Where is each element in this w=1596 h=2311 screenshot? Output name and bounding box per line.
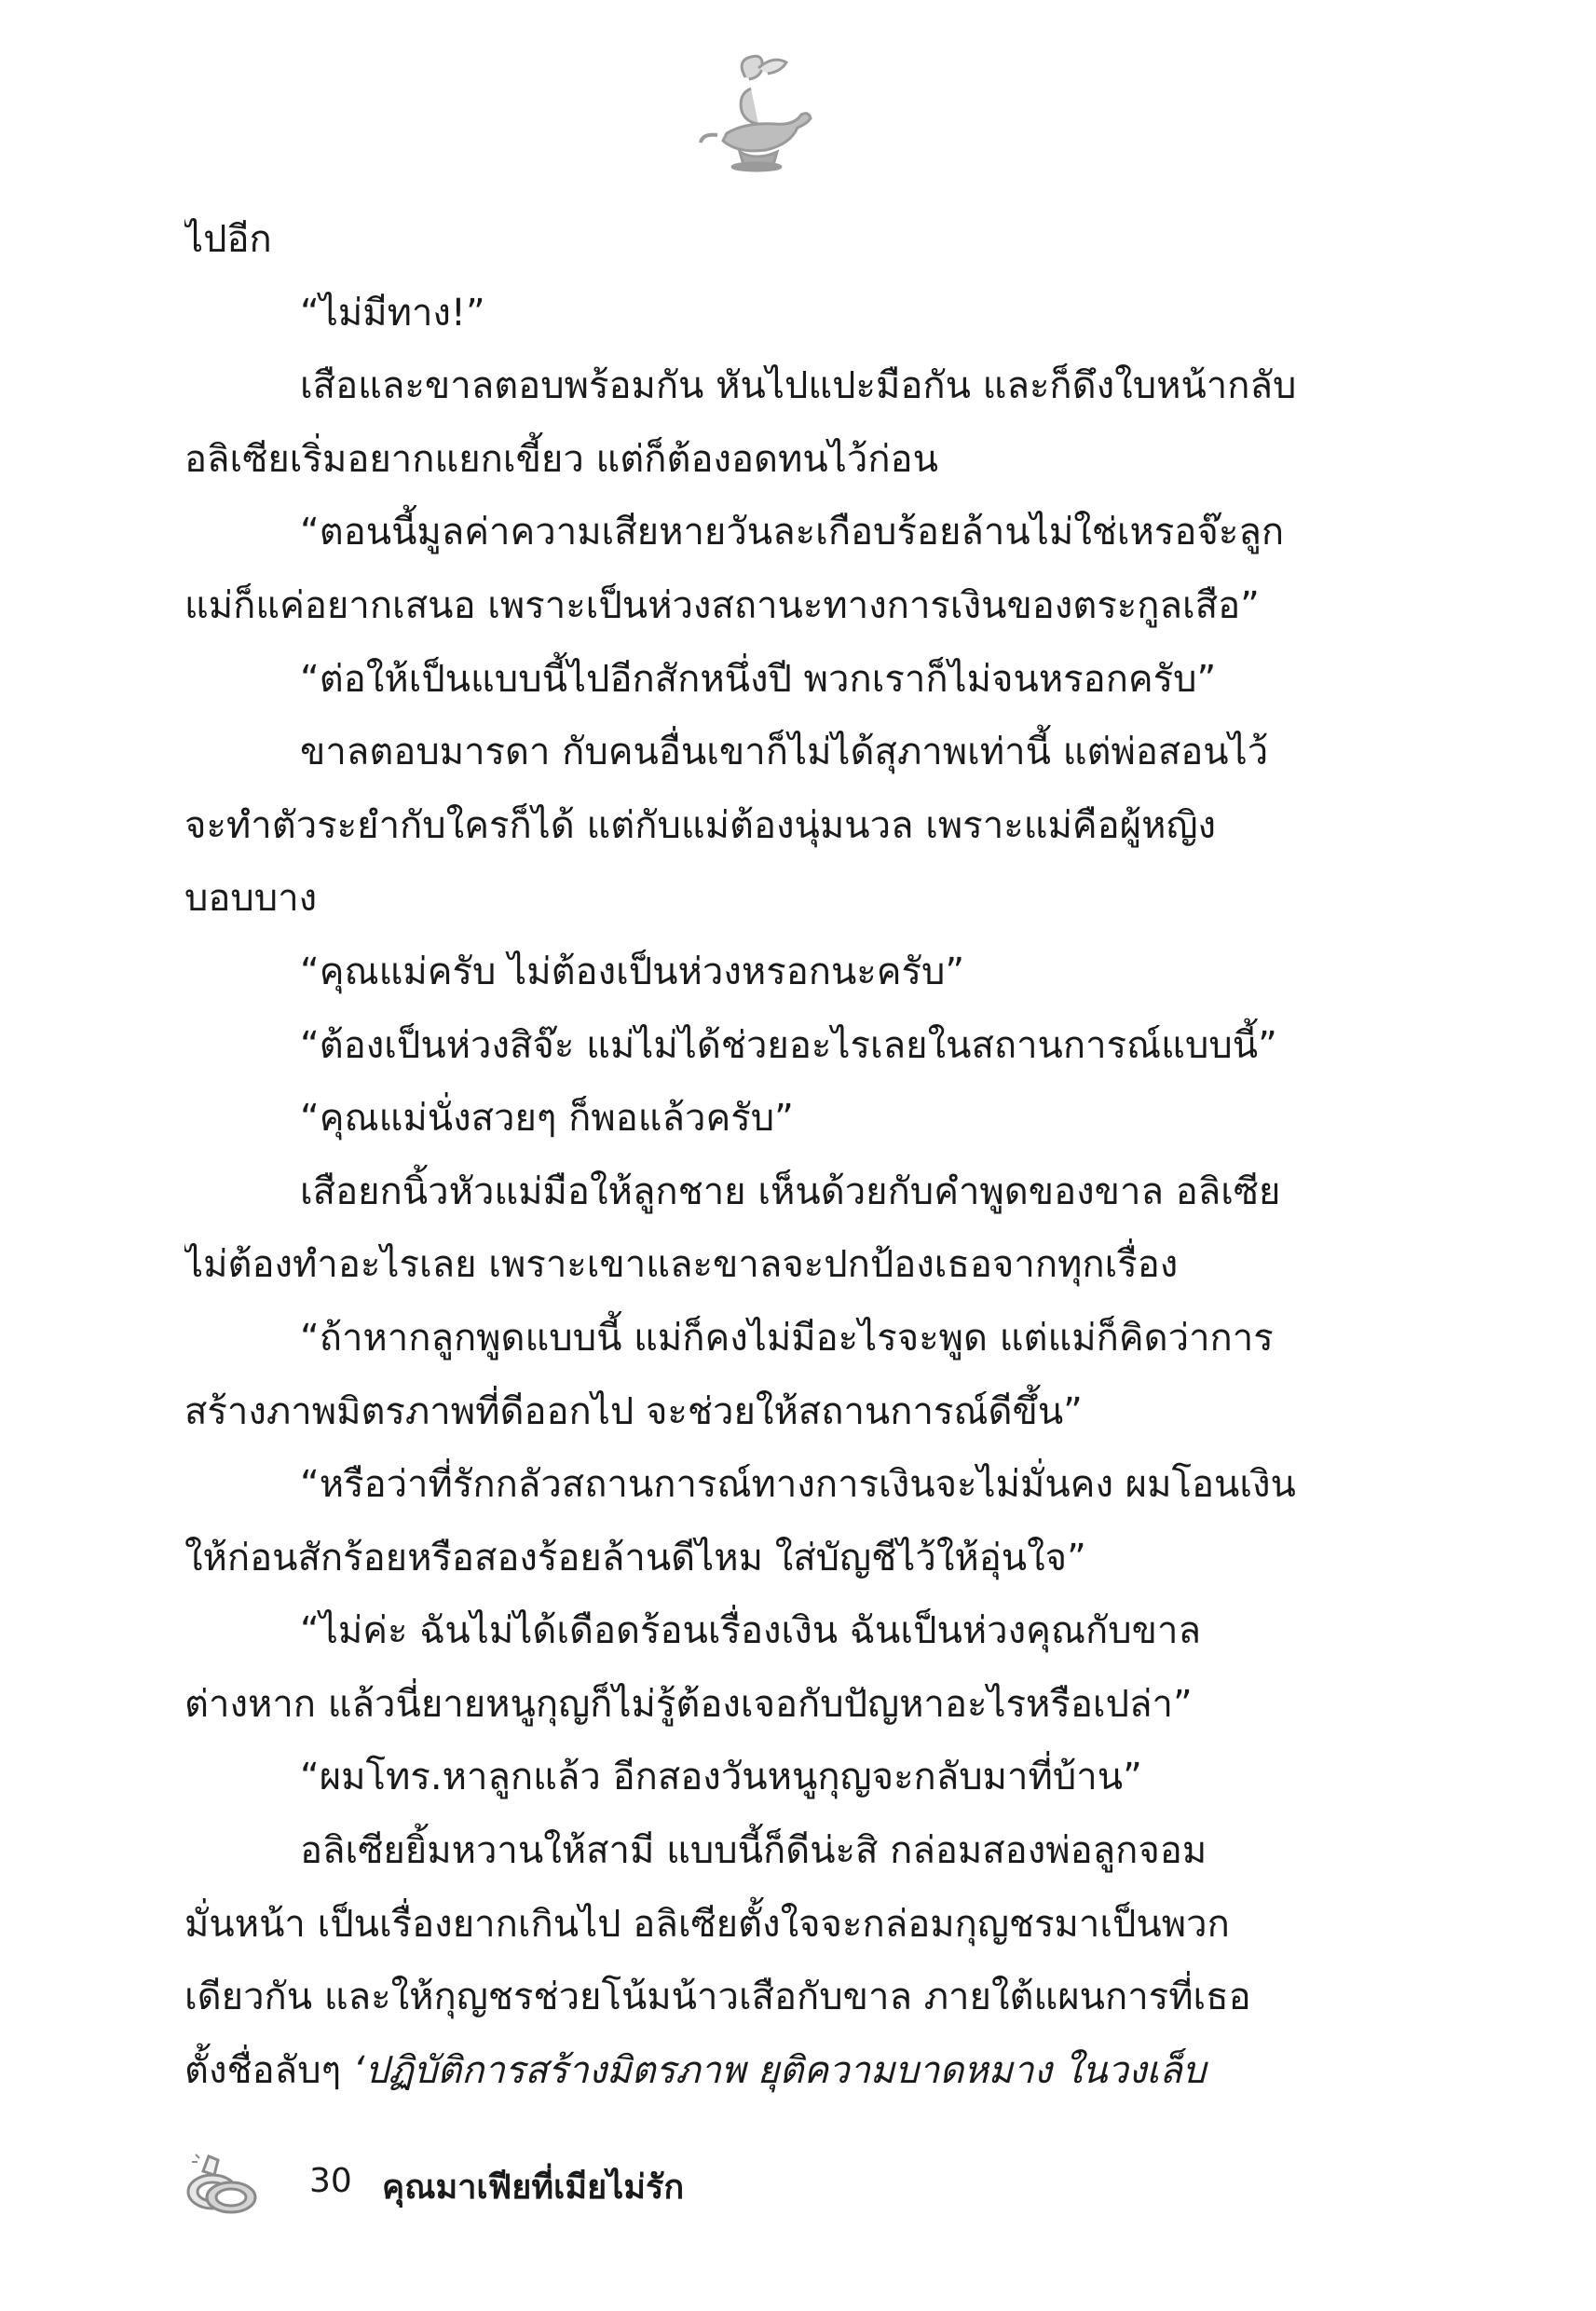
text-line: ให้ก่อนสักร้อยหรือสองร้อยล้านดีไหม ใส่บัญชีไว้ให้อุ่นใจ” (184, 1536, 1086, 1579)
text-line: สร้างภาพมิตรภาพที่ดีออกไป จะช่วยให้สถานการณ์ดีขึ้น” (184, 1389, 1083, 1433)
text-line: “ถ้าหากลูกพูดแบบนี้ แม่ก็คงไม่มีอะไรจะพูด แต่แม่ก็คิดว่าการ (300, 1316, 1274, 1360)
text-line: เสือและขาลตอบพร้อมกัน หันไปแปะมือกัน และก็ดึงใบหน้ากลับ (300, 364, 1297, 408)
text-line: อลิเซียเริ่มอยากแยกเขี้ยว แต่ก็ต้องอดทนไว้ก่อน (184, 437, 938, 481)
text-line: “ผมโทร.หาลูกแล้ว อีกสองวันหนูกุญจะกลับมาที่บ้าน” (300, 1756, 1142, 1799)
text-line: “ต่อให้เป็นแบบนี้ไปอีกสักหนึ่งปี พวกเราก็ไม่จนหรอกครับ” (300, 657, 1217, 701)
genie-lamp-icon (689, 51, 820, 172)
text-line: ไปอีก (184, 218, 272, 261)
text-line: ขาลตอบมารดา กับคนอื่นเขาก็ไม่ได้สุภาพเท่านี้ แต่พ่อสอนไว้ (300, 731, 1269, 774)
text-line: “ต้องเป็นห่วงสิจ๊ะ แม่ไม่ได้ช่วยอะไรเลยในสถานการณ์แบบนี้” (300, 1023, 1277, 1067)
rings-icon (177, 2143, 266, 2218)
text-line: อลิเซียยิ้มหวานให้สามี แบบนี้ก็ดีน่ะสิ กล่อมสองพ่อลูกจอม (300, 1829, 1207, 1873)
text-line: มั่นหน้า เป็นเรื่องยากเกินไป อลิเซียตั้งใจจะกล่อมกุญชรมาเป็นพวก (184, 1902, 1230, 1946)
text-line: ไม่ต้องทำอะไรเลย เพราะเขาและขาลจะปกป้องเธอจากทุกเรื่อง (184, 1243, 1179, 1287)
text-line: ต่างหาก แล้วนี่ยายหนูกุญก็ไม่รู้ต้องเจอกับปัญหาอะไรหรือเปล่า” (184, 1682, 1193, 1726)
body-text (184, 203, 1330, 2107)
text-line: เดียวกัน และให้กุญชรช่วยโน้มน้าวเสือกับขาล ภายใต้แผนการที่เธอ (184, 1976, 1251, 2019)
text-line: เสือยกนิ้วหัวแม่มือให้ลูกชาย เห็นด้วยกับคำพูดของขาล อลิเซีย (300, 1169, 1281, 1213)
text-line: “คุณแม่ครับ ไม่ต้องเป็นห่วงหรอกนะครับ” (300, 950, 965, 993)
book-title: คุณมาเฟียที่เมียไม่รัก (382, 2168, 685, 2207)
page-number: 30 (309, 2162, 352, 2200)
text-line: บอบบาง (184, 877, 318, 921)
italic-text: ‘ปฏิบัติการสร้างมิตรภาพ ยุติความบาดหมาง ในวงเล็บ (352, 2048, 1207, 2092)
text-line: “ไม่ค่ะ ฉันไม่ได้เดือดร้อนเรื่องเงิน ฉันเป็นห่วงคุณกับขาล (300, 1609, 1201, 1653)
text-span: ตั้งชื่อลับๆ (184, 2048, 342, 2092)
text-line: จะทำตัวระยำกับใครก็ได้ แต่กับแม่ต้องนุ่มนวล เพราะแม่คือผู้หญิง (184, 803, 1217, 847)
text-line: “ตอนนี้มูลค่าความเสียหายวันละเกือบร้อยล้านไม่ใช่เหรอจ๊ะลูก (300, 511, 1285, 554)
text-line: “หรือว่าที่รักกลัวสถานการณ์ทางการเงินจะไม่มั่นคง ผมโอนเงิน (300, 1463, 1296, 1507)
text-line: “คุณแม่นั่งสวยๆ ก็พอแล้วครับ” (300, 1097, 794, 1141)
text-line: “ไม่มีทาง!” (300, 291, 485, 335)
text-line: แม่ก็แค่อยากเสนอ เพราะเป็นห่วงสถานะทางการเงินของตระกูลเสือ” (184, 583, 1260, 627)
text-line-last (184, 2034, 1330, 2108)
page-footer (177, 2143, 1109, 2218)
